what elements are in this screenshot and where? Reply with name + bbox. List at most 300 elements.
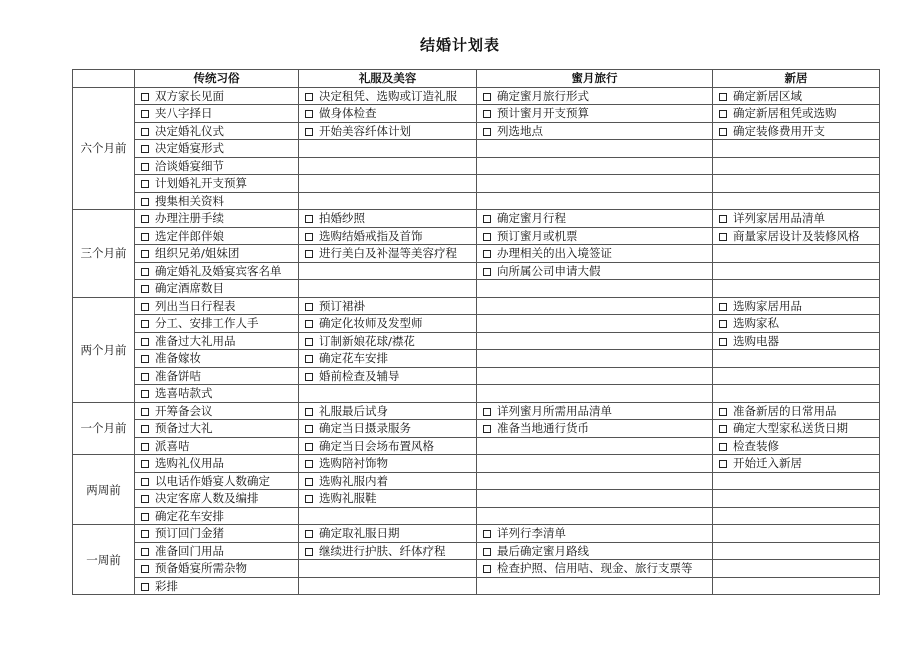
tradition-item-cell bbox=[135, 280, 299, 298]
table-row bbox=[73, 367, 880, 385]
checkbox-icon[interactable] bbox=[141, 425, 149, 433]
checkbox-icon[interactable] bbox=[141, 338, 149, 346]
checkbox-icon[interactable] bbox=[305, 495, 313, 503]
checkbox-icon[interactable] bbox=[719, 215, 727, 223]
period-label: 一个月前 bbox=[73, 402, 135, 455]
honeymoon-item-cell bbox=[477, 367, 713, 385]
header-new-home: 新居 bbox=[713, 70, 880, 88]
checkbox-icon[interactable] bbox=[305, 443, 313, 451]
tradition-item: 计划婚礼开支预算 bbox=[155, 176, 247, 191]
new-home-item-cell bbox=[713, 332, 880, 350]
checkbox-icon[interactable] bbox=[719, 320, 727, 328]
dress-beauty-item: 选购礼服鞋 bbox=[319, 491, 377, 506]
dress-beauty-item-cell bbox=[299, 525, 477, 543]
table-row bbox=[73, 122, 880, 140]
dress-beauty-item-cell bbox=[299, 122, 477, 140]
period-label: 两个月前 bbox=[73, 297, 135, 402]
tradition-item: 准备回门用品 bbox=[155, 543, 224, 558]
tradition-item: 选喜咭款式 bbox=[155, 386, 213, 401]
table-row bbox=[73, 507, 880, 525]
tradition-item-cell bbox=[135, 525, 299, 543]
new-home-item-cell bbox=[713, 105, 880, 123]
honeymoon-item-cell bbox=[477, 525, 713, 543]
tradition-item-cell bbox=[135, 490, 299, 508]
checkbox-icon[interactable] bbox=[305, 548, 313, 556]
honeymoon-item: 预计蜜月开支预算 bbox=[497, 106, 589, 121]
honeymoon-item-cell bbox=[477, 560, 713, 578]
new-home-item-cell bbox=[713, 490, 880, 508]
checkbox-icon[interactable] bbox=[141, 163, 149, 171]
table-row bbox=[73, 490, 880, 508]
tradition-item: 决定婚宴形式 bbox=[155, 141, 224, 156]
dress-beauty-item: 决定租凭、选购或订造礼服 bbox=[319, 88, 457, 103]
table-row bbox=[73, 385, 880, 403]
checkbox-icon[interactable] bbox=[305, 478, 313, 486]
tradition-item-cell bbox=[135, 507, 299, 525]
table-row bbox=[73, 350, 880, 368]
checkbox-icon[interactable] bbox=[141, 565, 149, 573]
table-row bbox=[73, 105, 880, 123]
dress-beauty-item-cell bbox=[299, 577, 477, 595]
dress-beauty-item-cell bbox=[299, 280, 477, 298]
checkbox-icon[interactable] bbox=[141, 93, 149, 101]
new-home-item-cell bbox=[713, 210, 880, 228]
checkbox-icon[interactable] bbox=[483, 530, 491, 538]
tradition-item-cell bbox=[135, 472, 299, 490]
checkbox-icon[interactable] bbox=[719, 408, 727, 416]
honeymoon-item-cell bbox=[477, 192, 713, 210]
dress-beauty-item-cell bbox=[299, 157, 477, 175]
tradition-item: 准备嫁妆 bbox=[155, 351, 201, 366]
dress-beauty-item-cell bbox=[299, 490, 477, 508]
new-home-item-cell bbox=[713, 140, 880, 158]
checkbox-icon[interactable] bbox=[483, 425, 491, 433]
dress-beauty-item-cell bbox=[299, 420, 477, 438]
checkbox-icon[interactable] bbox=[719, 233, 727, 241]
dress-beauty-item-cell bbox=[299, 262, 477, 280]
dress-beauty-item: 开始美容纤体计划 bbox=[319, 123, 411, 138]
dress-beauty-item: 婚前检查及辅导 bbox=[319, 368, 400, 383]
honeymoon-item: 检查护照、信用咭、现金、旅行支票等 bbox=[497, 561, 693, 576]
tradition-item: 选购礼仪用品 bbox=[155, 456, 224, 471]
checkbox-icon[interactable] bbox=[305, 93, 313, 101]
dress-beauty-item: 做身体检查 bbox=[319, 106, 377, 121]
dress-beauty-item-cell bbox=[299, 297, 477, 315]
new-home-item-cell bbox=[713, 122, 880, 140]
tradition-item-cell bbox=[135, 315, 299, 333]
checkbox-icon[interactable] bbox=[483, 93, 491, 101]
honeymoon-item-cell bbox=[477, 437, 713, 455]
dress-beauty-item-cell bbox=[299, 105, 477, 123]
honeymoon-item: 详列蜜月所需用品清单 bbox=[497, 403, 612, 418]
table-row bbox=[73, 280, 880, 298]
checkbox-icon[interactable] bbox=[305, 215, 313, 223]
tradition-item-cell bbox=[135, 577, 299, 595]
honeymoon-item: 准备当地通行货币 bbox=[497, 421, 589, 436]
tradition-item: 双方家长见面 bbox=[155, 88, 224, 103]
checkbox-icon[interactable] bbox=[141, 198, 149, 206]
checkbox-icon[interactable] bbox=[305, 320, 313, 328]
table-row bbox=[73, 140, 880, 158]
new-home-item-cell bbox=[713, 525, 880, 543]
dress-beauty-item: 进行美白及补湿等美容疗程 bbox=[319, 246, 457, 261]
tradition-item: 夹八字择日 bbox=[155, 106, 213, 121]
new-home-item: 检查装修 bbox=[733, 438, 779, 453]
new-home-item: 详列家居用品清单 bbox=[733, 211, 825, 226]
new-home-item: 选购家居用品 bbox=[733, 298, 802, 313]
honeymoon-item: 办理相关的出入境签证 bbox=[497, 246, 612, 261]
checkbox-icon[interactable] bbox=[141, 303, 149, 311]
period-label: 六个月前 bbox=[73, 87, 135, 210]
new-home-item-cell bbox=[713, 87, 880, 105]
honeymoon-item-cell bbox=[477, 490, 713, 508]
checkbox-icon[interactable] bbox=[141, 495, 149, 503]
table-row bbox=[73, 525, 880, 543]
new-home-item-cell bbox=[713, 280, 880, 298]
table-row bbox=[73, 227, 880, 245]
honeymoon-item: 最后确定蜜月路线 bbox=[497, 543, 589, 558]
table-row bbox=[73, 192, 880, 210]
checkbox-icon[interactable] bbox=[305, 530, 313, 538]
tradition-item: 组织兄弟/姐妹团 bbox=[155, 246, 240, 261]
checkbox-icon[interactable] bbox=[141, 530, 149, 538]
checkbox-icon[interactable] bbox=[141, 408, 149, 416]
tradition-item: 决定婚礼仪式 bbox=[155, 123, 224, 138]
honeymoon-item: 列选地点 bbox=[497, 123, 543, 138]
tradition-item-cell bbox=[135, 192, 299, 210]
tradition-item-cell bbox=[135, 262, 299, 280]
tradition-item-cell bbox=[135, 560, 299, 578]
honeymoon-item-cell bbox=[477, 280, 713, 298]
honeymoon-item-cell bbox=[477, 157, 713, 175]
table-row bbox=[73, 315, 880, 333]
dress-beauty-item-cell bbox=[299, 402, 477, 420]
new-home-item-cell bbox=[713, 542, 880, 560]
dress-beauty-item: 选购结婚戒指及首饰 bbox=[319, 228, 423, 243]
new-home-item-cell bbox=[713, 402, 880, 420]
honeymoon-item-cell bbox=[477, 175, 713, 193]
dress-beauty-item: 确定当日会场布置风格 bbox=[319, 438, 434, 453]
dress-beauty-item: 确定化妆师及发型师 bbox=[319, 316, 423, 331]
checkbox-icon[interactable] bbox=[141, 460, 149, 468]
tradition-item: 以电话作婚宴人数确定 bbox=[155, 473, 270, 488]
new-home-item-cell bbox=[713, 315, 880, 333]
honeymoon-item-cell bbox=[477, 297, 713, 315]
dress-beauty-item: 确定花车安排 bbox=[319, 351, 388, 366]
header-honeymoon: 蜜月旅行 bbox=[477, 70, 713, 88]
checkbox-icon[interactable] bbox=[141, 373, 149, 381]
table-row bbox=[73, 245, 880, 263]
tradition-item: 开筹备会议 bbox=[155, 403, 213, 418]
page-title: 结婚计划表 bbox=[419, 36, 500, 54]
table-row bbox=[73, 455, 880, 473]
dress-beauty-item: 拍婚纱照 bbox=[319, 211, 365, 226]
tradition-item-cell bbox=[135, 140, 299, 158]
new-home-item-cell bbox=[713, 577, 880, 595]
new-home-item: 选购电器 bbox=[733, 333, 779, 348]
checkbox-icon[interactable] bbox=[305, 303, 313, 311]
dress-beauty-item-cell bbox=[299, 315, 477, 333]
checkbox-icon[interactable] bbox=[141, 583, 149, 591]
new-home-item-cell bbox=[713, 350, 880, 368]
tradition-item: 确定花车安排 bbox=[155, 508, 224, 523]
table-row bbox=[73, 262, 880, 280]
dress-beauty-item-cell bbox=[299, 210, 477, 228]
period-label: 一周前 bbox=[73, 525, 135, 595]
new-home-item: 开始迁入新居 bbox=[733, 456, 802, 471]
tradition-item-cell bbox=[135, 105, 299, 123]
checkbox-icon[interactable] bbox=[305, 373, 313, 381]
tradition-item: 确定婚礼及婚宴宾客名单 bbox=[155, 263, 282, 278]
new-home-item-cell bbox=[713, 175, 880, 193]
new-home-item: 商量家居设计及装修风格 bbox=[733, 228, 860, 243]
honeymoon-item-cell bbox=[477, 245, 713, 263]
tradition-item-cell bbox=[135, 455, 299, 473]
tradition-item: 派喜咭 bbox=[155, 438, 190, 453]
checkbox-icon[interactable] bbox=[141, 478, 149, 486]
checkbox-icon[interactable] bbox=[305, 355, 313, 363]
new-home-item: 确定大型家私送货日期 bbox=[733, 421, 848, 436]
checkbox-icon[interactable] bbox=[483, 110, 491, 118]
tradition-item-cell bbox=[135, 175, 299, 193]
tradition-item: 准备饼咭 bbox=[155, 368, 201, 383]
checkbox-icon[interactable] bbox=[719, 443, 727, 451]
header-dress-beauty: 礼服及美容 bbox=[299, 70, 477, 88]
header-period bbox=[73, 70, 135, 88]
honeymoon-item: 确定蜜月旅行形式 bbox=[497, 88, 589, 103]
checkbox-icon[interactable] bbox=[141, 128, 149, 136]
honeymoon-item-cell bbox=[477, 87, 713, 105]
tradition-item: 搜集相关资料 bbox=[155, 193, 224, 208]
new-home-item-cell bbox=[713, 245, 880, 263]
checkbox-icon[interactable] bbox=[141, 285, 149, 293]
table-row bbox=[73, 210, 880, 228]
table-row bbox=[73, 437, 880, 455]
table-row bbox=[73, 297, 880, 315]
tradition-item: 办理注册手续 bbox=[155, 211, 224, 226]
dress-beauty-item: 订制新娘花球/襟花 bbox=[319, 333, 415, 348]
new-home-item: 确定装修费用开支 bbox=[733, 123, 825, 138]
table-row bbox=[73, 157, 880, 175]
honeymoon-item-cell bbox=[477, 140, 713, 158]
checkbox-icon[interactable] bbox=[719, 303, 727, 311]
checkbox-icon[interactable] bbox=[141, 110, 149, 118]
checkbox-icon[interactable] bbox=[483, 233, 491, 241]
checkbox-icon[interactable] bbox=[719, 338, 727, 346]
dress-beauty-item-cell bbox=[299, 437, 477, 455]
checkbox-icon[interactable] bbox=[719, 110, 727, 118]
checkbox-icon[interactable] bbox=[141, 320, 149, 328]
table-row bbox=[73, 87, 880, 105]
tradition-item-cell bbox=[135, 402, 299, 420]
checkbox-icon[interactable] bbox=[141, 355, 149, 363]
tradition-item-cell bbox=[135, 87, 299, 105]
new-home-item-cell bbox=[713, 262, 880, 280]
tradition-item: 确定酒席数目 bbox=[155, 281, 224, 296]
new-home-item-cell bbox=[713, 385, 880, 403]
dress-beauty-item: 预订裙褂 bbox=[319, 298, 365, 313]
dress-beauty-item-cell bbox=[299, 175, 477, 193]
new-home-item: 确定新居租凭或选购 bbox=[733, 106, 837, 121]
checkbox-icon[interactable] bbox=[141, 215, 149, 223]
new-home-item-cell bbox=[713, 455, 880, 473]
honeymoon-item: 预订蜜月或机票 bbox=[497, 228, 578, 243]
tradition-item-cell bbox=[135, 245, 299, 263]
honeymoon-item-cell bbox=[477, 402, 713, 420]
checkbox-icon[interactable] bbox=[483, 128, 491, 136]
checkbox-icon[interactable] bbox=[305, 233, 313, 241]
table-row bbox=[73, 472, 880, 490]
new-home-item: 准备新居的日常用品 bbox=[733, 403, 837, 418]
checkbox-icon[interactable] bbox=[305, 460, 313, 468]
checkbox-icon[interactable] bbox=[483, 215, 491, 223]
honeymoon-item-cell bbox=[477, 227, 713, 245]
new-home-item-cell bbox=[713, 507, 880, 525]
honeymoon-item: 详列行李清单 bbox=[497, 526, 566, 541]
new-home-item-cell bbox=[713, 437, 880, 455]
dress-beauty-item-cell bbox=[299, 350, 477, 368]
checkbox-icon[interactable] bbox=[719, 93, 727, 101]
honeymoon-item-cell bbox=[477, 262, 713, 280]
new-home-item-cell bbox=[713, 560, 880, 578]
dress-beauty-item: 选购陪衬饰物 bbox=[319, 456, 388, 471]
tradition-item: 准备过大礼用品 bbox=[155, 333, 236, 348]
checkbox-icon[interactable] bbox=[305, 128, 313, 136]
table-row bbox=[73, 577, 880, 595]
dress-beauty-item-cell bbox=[299, 455, 477, 473]
checkbox-icon[interactable] bbox=[141, 390, 149, 398]
checkbox-icon[interactable] bbox=[305, 408, 313, 416]
tradition-item: 彩排 bbox=[155, 578, 178, 593]
honeymoon-item-cell bbox=[477, 350, 713, 368]
plan-body bbox=[73, 87, 880, 595]
honeymoon-item-cell bbox=[477, 455, 713, 473]
dress-beauty-item-cell bbox=[299, 227, 477, 245]
checkbox-icon[interactable] bbox=[305, 425, 313, 433]
tradition-item: 预订回门金猪 bbox=[155, 526, 224, 541]
checkbox-icon[interactable] bbox=[141, 548, 149, 556]
honeymoon-item-cell bbox=[477, 122, 713, 140]
honeymoon-item-cell bbox=[477, 577, 713, 595]
tradition-item: 预备婚宴所需杂物 bbox=[155, 561, 247, 576]
dress-beauty-item-cell bbox=[299, 542, 477, 560]
honeymoon-item-cell bbox=[477, 385, 713, 403]
dress-beauty-item-cell bbox=[299, 560, 477, 578]
tradition-item-cell bbox=[135, 122, 299, 140]
tradition-item-cell bbox=[135, 385, 299, 403]
period-label: 两周前 bbox=[73, 455, 135, 525]
tradition-item-cell bbox=[135, 297, 299, 315]
tradition-item-cell bbox=[135, 420, 299, 438]
dress-beauty-item: 确定取礼服日期 bbox=[319, 526, 400, 541]
tradition-item-cell bbox=[135, 227, 299, 245]
wedding-plan-table bbox=[72, 69, 880, 595]
honeymoon-item: 确定蜜月行程 bbox=[497, 211, 566, 226]
checkbox-icon[interactable] bbox=[483, 548, 491, 556]
tradition-item-cell bbox=[135, 367, 299, 385]
tradition-item-cell bbox=[135, 437, 299, 455]
honeymoon-item-cell bbox=[477, 507, 713, 525]
new-home-item-cell bbox=[713, 227, 880, 245]
new-home-item-cell bbox=[713, 472, 880, 490]
table-row bbox=[73, 175, 880, 193]
header-row bbox=[73, 70, 880, 88]
tradition-item-cell bbox=[135, 542, 299, 560]
checkbox-icon[interactable] bbox=[719, 128, 727, 136]
header-tradition: 传统习俗 bbox=[135, 70, 299, 88]
new-home-item-cell bbox=[713, 157, 880, 175]
checkbox-icon[interactable] bbox=[141, 250, 149, 258]
checkbox-icon[interactable] bbox=[483, 268, 491, 276]
dress-beauty-item: 确定当日摄录服务 bbox=[319, 421, 411, 436]
checkbox-icon[interactable] bbox=[305, 250, 313, 258]
dress-beauty-item-cell bbox=[299, 367, 477, 385]
honeymoon-item-cell bbox=[477, 472, 713, 490]
tradition-item: 列出当日行程表 bbox=[155, 298, 236, 313]
dress-beauty-item-cell bbox=[299, 245, 477, 263]
dress-beauty-item-cell bbox=[299, 332, 477, 350]
checkbox-icon[interactable] bbox=[141, 233, 149, 241]
checkbox-icon[interactable] bbox=[719, 460, 727, 468]
honeymoon-item-cell bbox=[477, 315, 713, 333]
dress-beauty-item-cell bbox=[299, 192, 477, 210]
period-label: 三个月前 bbox=[73, 210, 135, 298]
new-home-item-cell bbox=[713, 297, 880, 315]
table-row bbox=[73, 402, 880, 420]
tradition-item: 预备过大礼 bbox=[155, 421, 213, 436]
tradition-item: 决定客席人数及编排 bbox=[155, 491, 259, 506]
checkbox-icon[interactable] bbox=[483, 565, 491, 573]
checkbox-icon[interactable] bbox=[141, 443, 149, 451]
dress-beauty-item-cell bbox=[299, 385, 477, 403]
honeymoon-item-cell bbox=[477, 105, 713, 123]
tradition-item: 分工、安排工作人手 bbox=[155, 316, 259, 331]
dress-beauty-item: 礼服最后试身 bbox=[319, 403, 388, 418]
table-row bbox=[73, 332, 880, 350]
tradition-item-cell bbox=[135, 157, 299, 175]
checkbox-icon[interactable] bbox=[305, 110, 313, 118]
dress-beauty-item: 继续进行护肤、纤体疗程 bbox=[319, 543, 446, 558]
honeymoon-item: 向所属公司申请大假 bbox=[497, 263, 601, 278]
new-home-item-cell bbox=[713, 367, 880, 385]
new-home-item: 确定新居区域 bbox=[733, 88, 802, 103]
checkbox-icon[interactable] bbox=[141, 513, 149, 521]
dress-beauty-item-cell bbox=[299, 507, 477, 525]
checkbox-icon[interactable] bbox=[141, 180, 149, 188]
honeymoon-item-cell bbox=[477, 420, 713, 438]
checkbox-icon[interactable] bbox=[483, 408, 491, 416]
honeymoon-item-cell bbox=[477, 332, 713, 350]
new-home-item-cell bbox=[713, 420, 880, 438]
table-row bbox=[73, 542, 880, 560]
checkbox-icon[interactable] bbox=[483, 250, 491, 258]
dress-beauty-item: 选购礼服内着 bbox=[319, 473, 388, 488]
checkbox-icon[interactable] bbox=[141, 145, 149, 153]
tradition-item-cell bbox=[135, 350, 299, 368]
honeymoon-item-cell bbox=[477, 210, 713, 228]
checkbox-icon[interactable] bbox=[141, 268, 149, 276]
honeymoon-item-cell bbox=[477, 542, 713, 560]
dress-beauty-item-cell bbox=[299, 140, 477, 158]
tradition-item: 洽谈婚宴细节 bbox=[155, 158, 224, 173]
checkbox-icon[interactable] bbox=[719, 425, 727, 433]
tradition-item: 选定伴郎伴娘 bbox=[155, 228, 224, 243]
checkbox-icon[interactable] bbox=[305, 338, 313, 346]
table-row bbox=[73, 420, 880, 438]
tradition-item-cell bbox=[135, 210, 299, 228]
new-home-item: 选购家私 bbox=[733, 316, 779, 331]
tradition-item-cell bbox=[135, 332, 299, 350]
